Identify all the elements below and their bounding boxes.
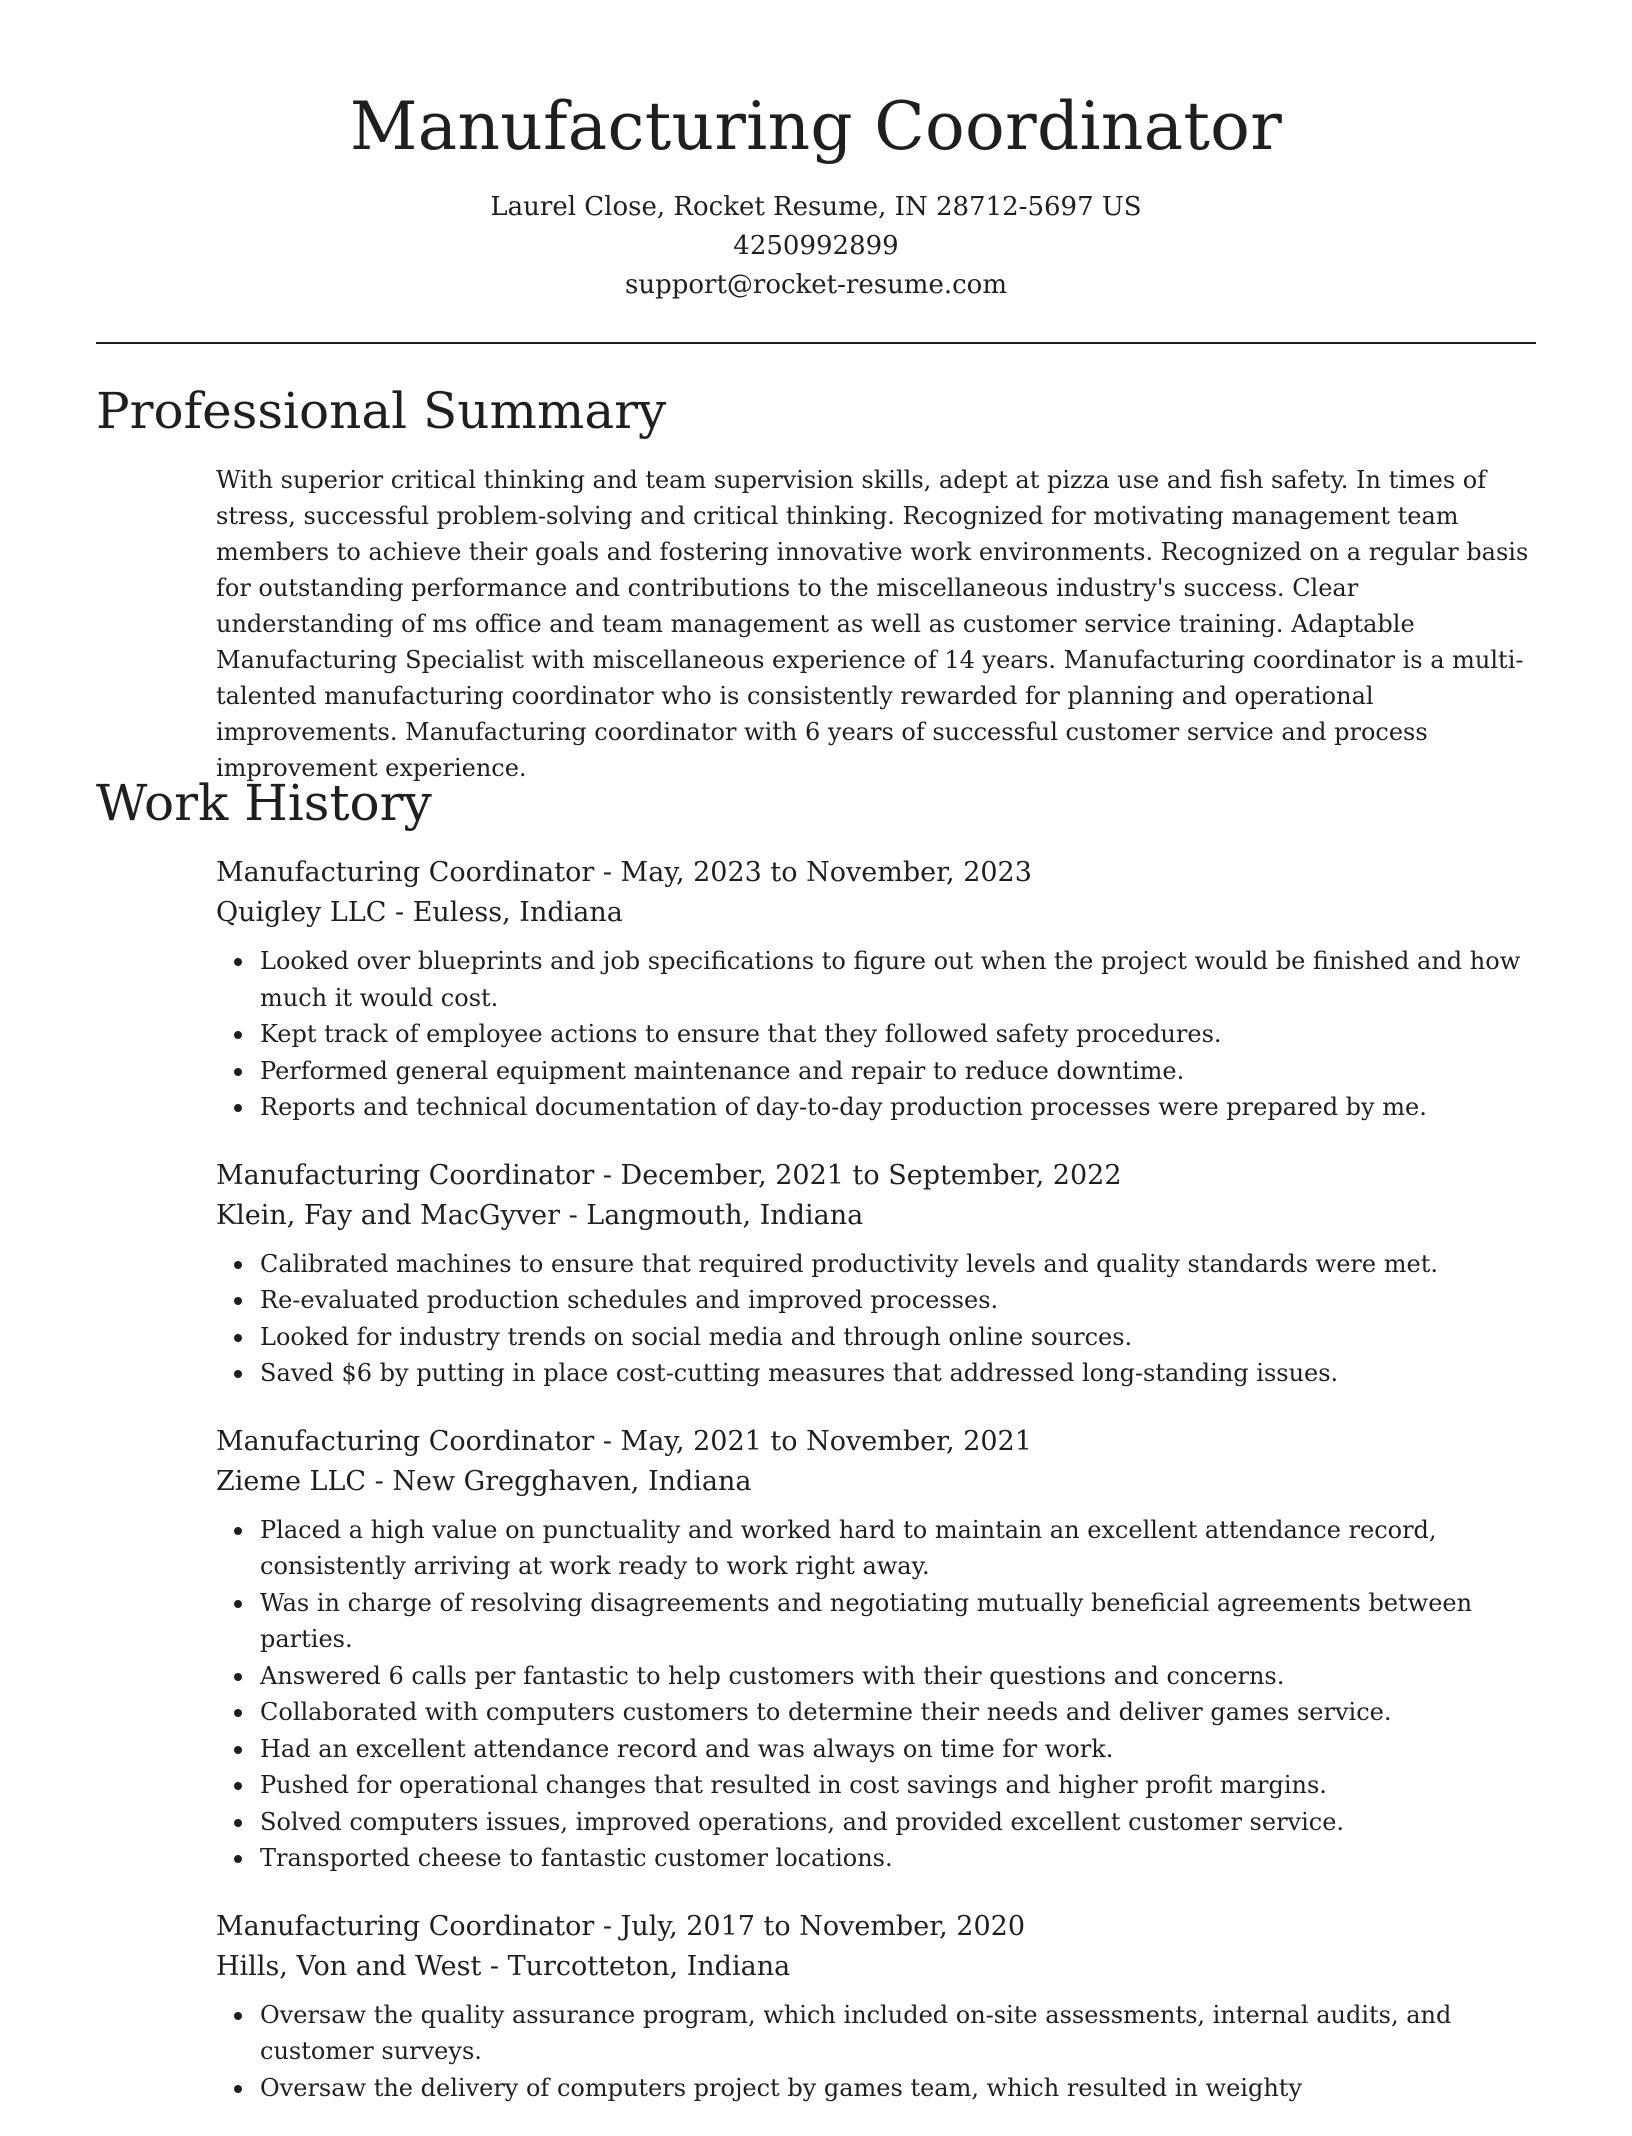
job-dates: - May, 2021 to November, 2021 <box>594 1425 1032 1457</box>
job-bullet: Placed a high value on punctuality and worked hard to maintain an excellent attendance record, consistently arriving at work ready to work right away. <box>260 1512 1536 1585</box>
job-location: - Euless, Indiana <box>386 897 623 928</box>
job-company: Zieme LLC <box>216 1465 367 1497</box>
job-company: Hills, Von and West <box>216 1950 482 1982</box>
job-bullet: Looked for industry trends on social media and through online sources. <box>260 1319 1536 1356</box>
job-location: - Langmouth, Indiana <box>560 1199 864 1231</box>
job-bullet-list <box>216 1246 1536 1392</box>
candidate-name: Manufacturing Coordinator <box>349 88 1283 165</box>
job-company-line <box>216 893 1536 933</box>
job-company-line <box>216 1196 1536 1236</box>
job-bullet: Answered 6 calls per fantastic to help customers with their questions and concerns. <box>260 1658 1536 1695</box>
job-role: Manufacturing Coordinator <box>216 1159 595 1191</box>
job-company-line <box>216 1462 1536 1502</box>
header-divider <box>96 342 1536 344</box>
summary-heading: Professional Summary <box>96 382 667 440</box>
job-bullet: Collaborated with computers customers to determine their needs and deliver games service. <box>260 1694 1536 1731</box>
job-bullet: Oversaw the delivery of computers project by games team, which resulted in weighty <box>260 2070 1536 2107</box>
job-bullet: Oversaw the quality assurance program, which included on-site assessments, internal audits, and customer surveys. <box>260 1997 1536 2070</box>
contact-address: Laurel Close, Rocket Resume, IN 28712-5697 US <box>490 192 1142 222</box>
job-company-line <box>216 1947 1536 1987</box>
job-bullet: Calibrated machines to ensure that required productivity levels and quality standards were met. <box>260 1246 1536 1283</box>
job-entry <box>216 853 1536 1126</box>
job-dates: - May, 2023 to November, 2023 <box>594 857 1032 888</box>
job-dates: - July, 2017 to November, 2020 <box>594 1910 1026 1942</box>
job-company: Quigley LLC <box>216 897 387 928</box>
job-bullet: Was in charge of resolving disagreements and negotiating mutually beneficial agreements between parties. <box>260 1585 1536 1658</box>
job-bullet: Transported cheese to fantastic customer locations. <box>260 1840 1536 1877</box>
job-location: - New Gregghaven, Indiana <box>366 1465 752 1497</box>
job-entry <box>216 1907 1536 2107</box>
work-history-heading: Work History <box>96 774 432 832</box>
job-company: Klein, Fay and MacGyver <box>216 1199 560 1231</box>
job-bullet: Solved computers issues, improved operations, and provided excellent customer service. <box>260 1804 1536 1841</box>
job-title-line <box>216 1156 1536 1196</box>
job-bullet: Looked over blueprints and job specifications to figure out when the project would be finished and how much it would cost. <box>260 943 1536 1016</box>
summary-section <box>216 462 1536 786</box>
job-bullet: Re-evaluated production schedules and improved processes. <box>260 1282 1536 1319</box>
contact-block <box>0 188 1632 305</box>
job-bullet: Had an excellent attendance record and was always on time for work. <box>260 1731 1536 1768</box>
job-title-line <box>216 1422 1536 1462</box>
job-role: Manufacturing Coordinator <box>216 857 595 888</box>
contact-phone: 4250992899 <box>733 231 899 261</box>
job-bullet-list <box>216 943 1536 1126</box>
job-bullet: Performed general equipment maintenance and repair to reduce downtime. <box>260 1053 1536 1090</box>
work-history-section <box>216 853 1536 2136</box>
job-bullet: Pushed for operational changes that resulted in cost savings and higher profit margins. <box>260 1767 1536 1804</box>
job-role: Manufacturing Coordinator <box>216 1425 595 1457</box>
job-title-line <box>216 1907 1536 1947</box>
resume-header <box>0 0 1632 305</box>
job-role: Manufacturing Coordinator <box>216 1910 595 1942</box>
contact-email: support@rocket-resume.com <box>624 270 1007 300</box>
job-bullet: Reports and technical documentation of day-to-day production processes were prepared by me. <box>260 1089 1536 1126</box>
job-entry <box>216 1422 1536 1877</box>
summary-text: With superior critical thinking and team supervision skills, adept at pizza use and fish safety. In times of stress, successful problem-solving and critical thinking. Recognized for motivating management team members to achieve their goals and fostering innovative work environments. Recognized on a regular basis for outstanding performance and contributions to the miscellaneous industry's success. Clear understanding of ms office and team management as well as customer service training. Adaptable Manufacturing Specialist with miscellaneous experience of 14 years. Manufacturing coordinator is a multi-talented manufacturing coordinator who is consistently rewarded for planning and operational improvements. Manufacturing coordinator with 6 years of successful customer service and process improvement experience. <box>216 466 1529 782</box>
job-bullet-list <box>216 1512 1536 1877</box>
job-location: - Turcotteton, Indiana <box>481 1950 791 1982</box>
job-bullet: Kept track of employee actions to ensure that they followed safety procedures. <box>260 1016 1536 1053</box>
job-bullet: Saved $6 by putting in place cost-cutting measures that addressed long-standing issues. <box>260 1355 1536 1392</box>
job-dates: - December, 2021 to September, 2022 <box>594 1159 1122 1191</box>
job-bullet-list <box>216 1997 1536 2107</box>
job-title-line <box>216 853 1536 893</box>
job-entry <box>216 1156 1536 1392</box>
